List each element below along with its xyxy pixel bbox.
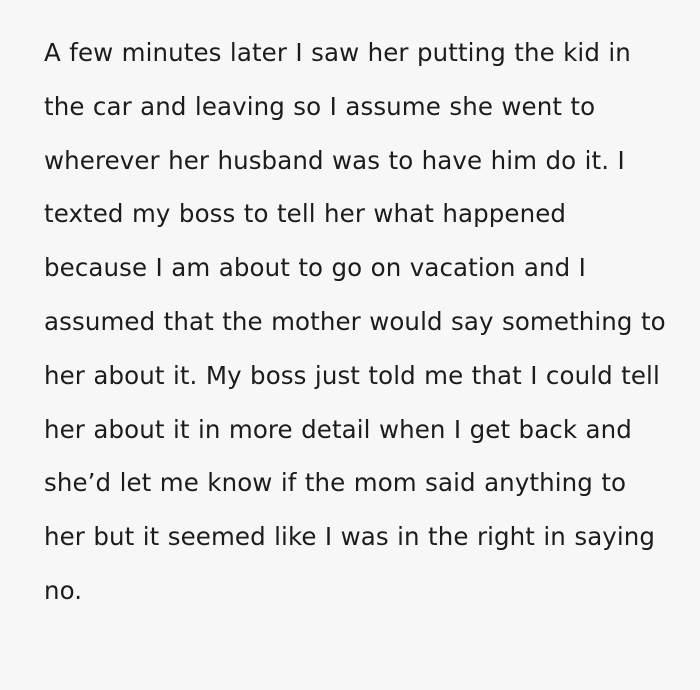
story-body-text: A few minutes later I saw her putting the kid in the car and leaving so I assume she went to wherever her husband was to have him do it. I texted my boss to tell her what happened because I am about to go on vacation and I assumed that the mother would say something to her about it. My boss just told me that I could tell her about it in more detail when I get back and she’d let me know if the mom said anything to her but it seemed like I was in the right in saying no. <box>44 38 675 605</box>
